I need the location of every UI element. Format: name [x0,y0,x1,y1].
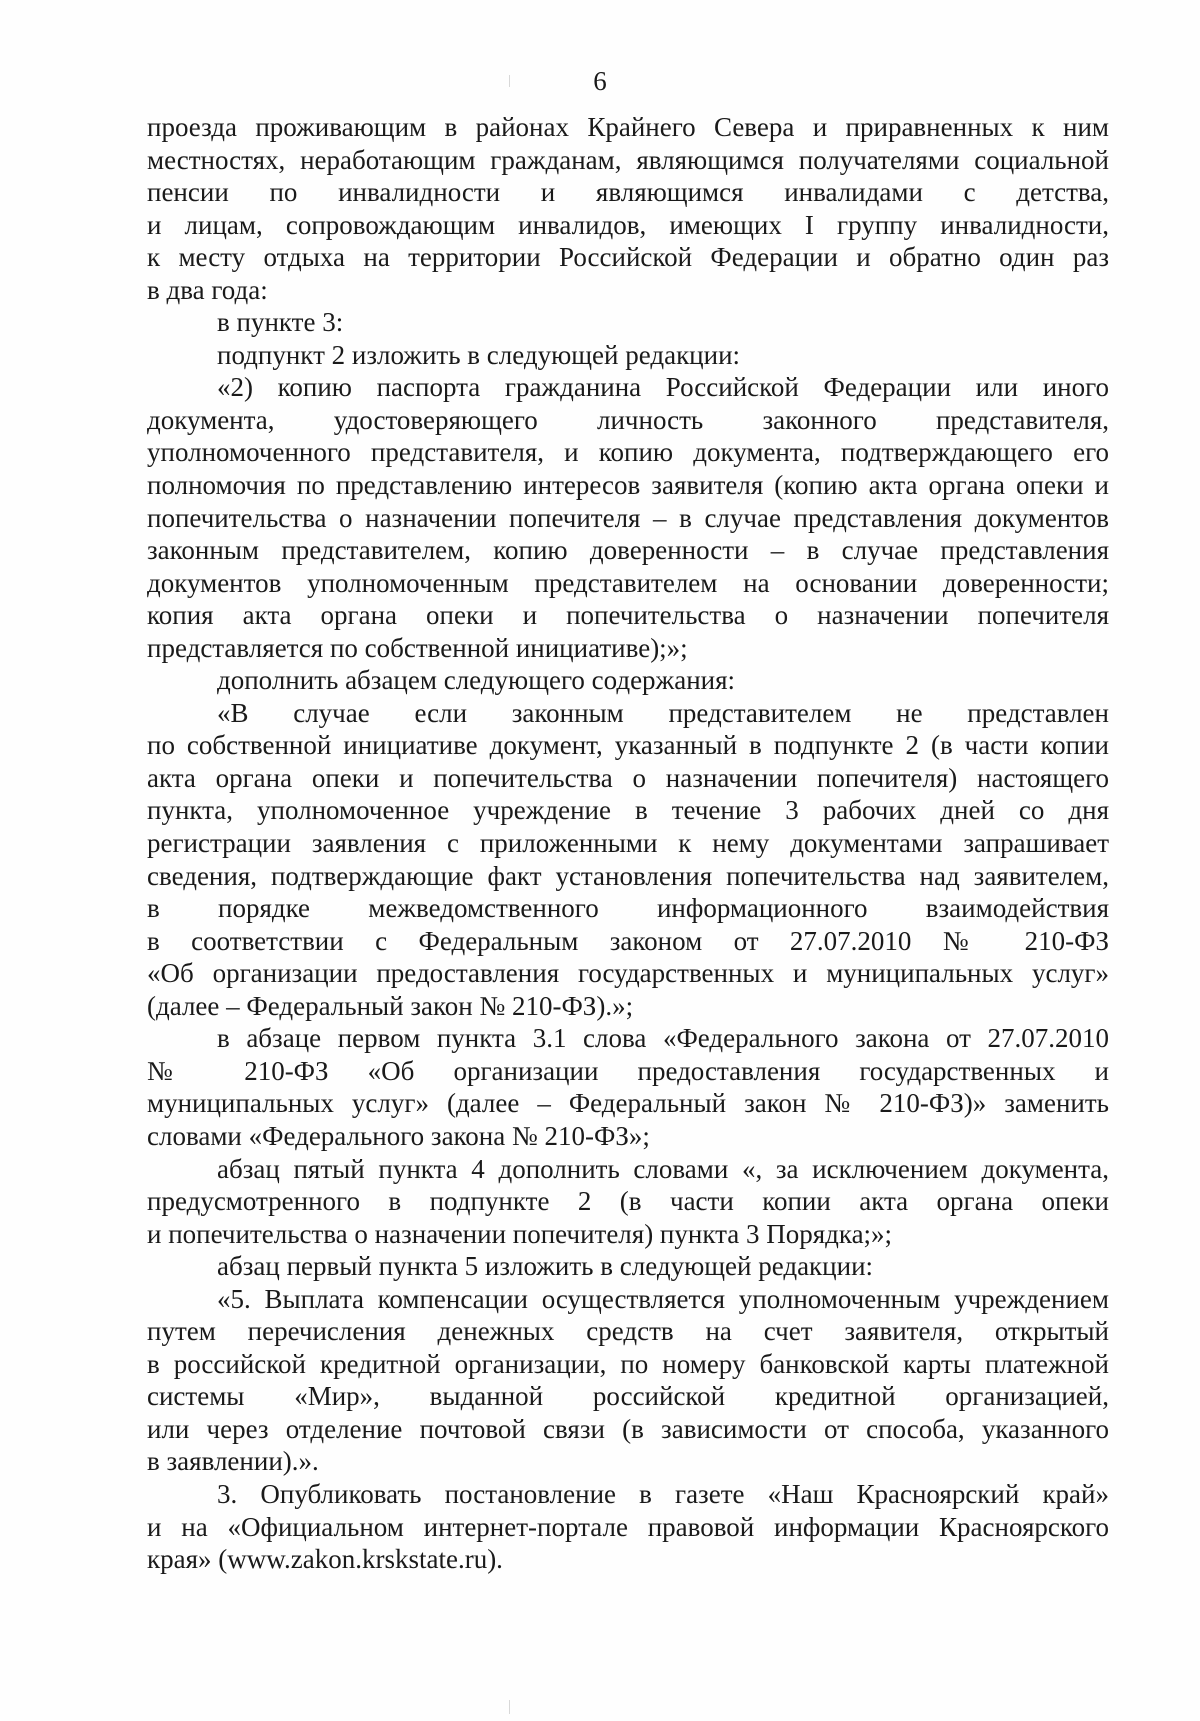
text-line: законным представителем, копию доверенности – в случае представления [147,535,1109,566]
text-line: документов уполномоченным представителем на основании доверенности; [147,567,1109,598]
text-line: в пункте 3: [217,307,344,338]
text-line: абзац первый пункта 5 изложить в следующей редакции: [217,1251,874,1282]
text-line: «2) копию паспорта гражданина Российской Федерации или иного [217,372,1109,403]
text-line: системы «Мир», выданной российской кредитной организацией, [147,1381,1109,1412]
text-line: регистрации заявления с приложенными к нему документами запрашивает [147,828,1109,859]
text-line: 3. Опубликовать постановление в газете «Наш Красноярский край» [217,1478,1109,1509]
text-line: в абзаце первом пункта 3.1 слова «Федерального закона от 27.07.2010 [217,1023,1109,1054]
text-line: словами «Федерального закона № 210-ФЗ»; [147,1120,650,1151]
text-line: в два года: [147,274,268,305]
text-line: дополнить абзацем следующего содержания: [217,665,736,696]
page-number: 6 [593,66,607,96]
text-line: акта органа опеки и попечительства о назначении попечителя) настоящего [147,762,1109,793]
text-line: «Об организации предоставления государственных и муниципальных услуг» [147,958,1109,989]
text-line: в заявлении).». [147,1446,319,1477]
text-line: (далее – Федеральный закон № 210-ФЗ).»; [147,990,634,1021]
text-line: или через отделение почтовой связи (в зависимости от способа, указанного [147,1413,1109,1444]
text-line: и попечительства о назначении попечителя) пункта 3 Порядка;»; [147,1218,893,1249]
text-line: № 210-ФЗ «Об организации предоставления государственных и [147,1055,1109,1086]
text-line: документа, удостоверяющего личность законного представителя, [147,404,1109,435]
text-line: полномочия по представлению интересов заявителя (копию акта органа опеки и [147,470,1109,501]
text-line: к месту отдыха на территории Российской Федерации и обратно один раз [147,242,1109,273]
text-line: подпункт 2 изложить в следующей редакции: [217,339,741,370]
text-line: муниципальных услуг» (далее – Федеральный закон № 210-ФЗ)» заменить [147,1088,1109,1119]
text-line: сведения, подтверждающие факт установления попечительства над заявителем, [147,860,1109,891]
text-line: «5. Выплата компенсации осуществляется уполномоченным учреждением [217,1283,1109,1314]
text-line: и лицам, сопровождающим инвалидов, имеющих I группу инвалидности, [147,209,1109,240]
document-body [147,111,1109,1576]
text-line: по собственной инициативе документ, указанный в подпункте 2 (в части копии [147,730,1109,761]
text-line: в порядке межведомственного информационного взаимодействия [147,893,1109,924]
text-line: путем перечисления денежных средств на счет заявителя, открытый [147,1316,1109,1347]
text-line: абзац пятый пункта 4 дополнить словами «, за исключением документа, [217,1153,1109,1184]
text-line: местностях, неработающим гражданам, являющимся получателями социальной [147,144,1109,175]
text-line: уполномоченного представителя, и копию документа, подтверждающего его [147,437,1109,468]
text-line: проезда проживающим в районах Крайнего Севера и приравненных к ним [147,112,1109,142]
text-line: в российской кредитной организации, по номеру банковской карты платежной [147,1348,1109,1379]
text-line: «В случае если законным представителем не представлен [217,697,1109,728]
text-line: в соответствии с Федеральным законом от 27.07.2010 № 210-ФЗ [147,925,1109,956]
text-line: попечительства о назначении попечителя – в случае представления документов [147,502,1109,533]
text-line: и на «Официальном интернет-портале правовой информации Красноярского [147,1511,1109,1542]
text-line: предусмотренного в подпункте 2 (в части копии акта органа опеки [147,1186,1109,1217]
text-line: копия акта органа опеки и попечительства о назначении попечителя [147,600,1109,631]
text-line: пенсии по инвалидности и являющимся инвалидами с детства, [147,177,1109,208]
scan-artifact-bottom [509,1700,510,1714]
text-line: пункта, уполномоченное учреждение в течение 3 рабочих дней со дня [147,795,1109,826]
text-line: представляется по собственной инициативе);»; [147,632,688,663]
text-line: края» (www.zakon.krskstate.ru). [147,1544,503,1575]
